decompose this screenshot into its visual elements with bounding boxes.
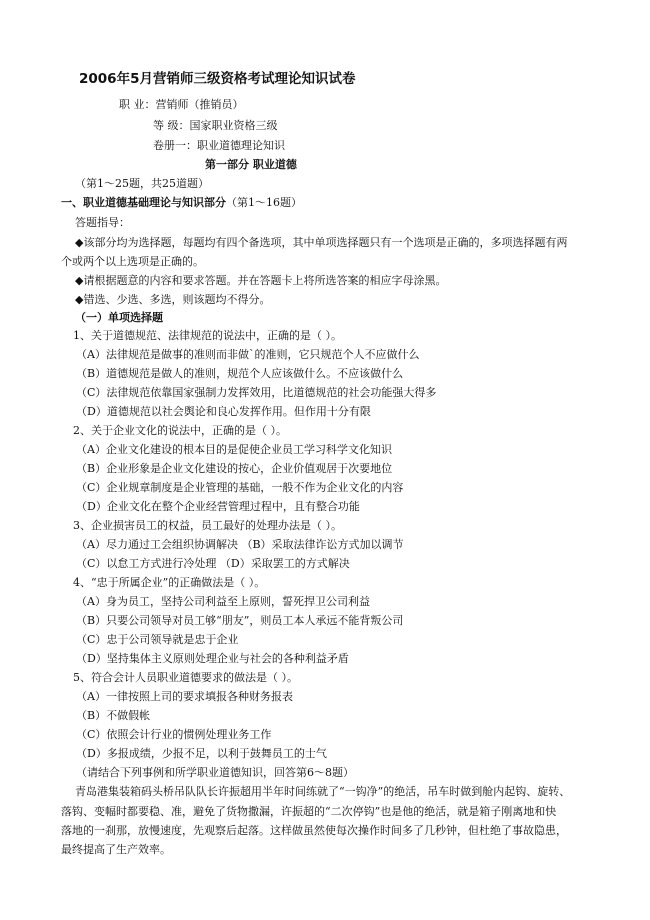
question-stem: 1、关于道德规范、法律规范的说法中，正确的是（ ）。 bbox=[73, 329, 342, 342]
guide-line-3: ◆错选、少选、多选，则该题均不得分。 bbox=[75, 293, 271, 306]
section-title-text: 一、职业道德基础理论与知识部分 bbox=[61, 196, 226, 209]
guide-label: 答题指导： bbox=[75, 216, 130, 229]
question-option: （A）身为员工，坚持公司利益至上原则，誓死捍卫公司利益 bbox=[76, 595, 370, 608]
question-stem: 4、“忠于所属企业”的正确做法是（ ）。 bbox=[73, 576, 266, 589]
question-option: （D）企业文化在整个企业经营管理过程中，且有整合功能 bbox=[76, 500, 360, 513]
question-option: （C）法律规范依靠国家强制力发挥效用，比道德规范的社会功能强大得多 bbox=[76, 386, 437, 399]
question-option: （C）企业规章制度是企业管理的基础，一般不作为企业文化的内容 bbox=[76, 481, 404, 494]
level-line: 等 级：国家职业资格三级 bbox=[153, 119, 278, 132]
question-option: （B）只要公司领导对员工够“朋友”，则员工本人承远不能背叛公司 bbox=[76, 614, 404, 627]
question-option: （C）忠于公司领导就是忠于企业 bbox=[76, 633, 239, 646]
question-stem: 5、符合会计人员职业道德要求的做法是（ ）。 bbox=[73, 671, 298, 684]
question-option: （A）法律规范是做事的准则而非做`的准则，它只规范个人不应做什么 bbox=[76, 348, 420, 361]
volume-line: 卷册一：职业道德理论知识 bbox=[153, 139, 285, 152]
question-option: （C）以怠工方式进行冷处理 （D）采取罢工的方式解决 bbox=[76, 557, 350, 570]
guide-line-1a: ◆该部分均为选择题，每题均有四个备选项，其中单项选择题只有一个选项是正确的，多项选择题有两 bbox=[75, 236, 568, 249]
guide-line-2: ◆请根据题意的内容和要求答题。并在答题卡上将所选答案的相应字母涂黑。 bbox=[75, 274, 447, 287]
case-paragraph-line: 落地的一刹那，放慢速度，先观察后起落。这样做虽然使每次操作时间多了几秒钟，但杜绝了事故隐患， bbox=[61, 824, 567, 837]
question-option: （A）尽力通过工会组织协调解决 （B）采取法律诈讼方式加以调节 bbox=[76, 538, 404, 551]
case-paragraph-line: 最终提高了生产效率。 bbox=[61, 843, 171, 856]
section-range: （第1～16题） bbox=[226, 196, 302, 209]
question-option: （D）坚持集体主义原则处理企业与社会的各种利益矛盾 bbox=[76, 652, 349, 665]
case-paragraph-line: 落钩、变幅时都要稳、准，避免了货物撒漏，许振超的“二次停钩”也是他的绝活，就是箱子刚离地和快 bbox=[61, 805, 557, 818]
part-heading: 第一部分 职业道德 bbox=[205, 158, 297, 171]
question-stem: 2、关于企业文化的说法中，正确的是（ ）。 bbox=[73, 424, 287, 437]
question-stem: 3、企业损害员工的权益，员工最好的处理办法是（ ）。 bbox=[73, 519, 342, 532]
single-choice-title: （一）单项选择题 bbox=[75, 311, 163, 324]
question-option: （B）道德规范是做人的准则，规范个人应该做什么。不应该做什么 bbox=[76, 367, 404, 380]
section-title bbox=[61, 196, 302, 210]
question-option: （D）多报成绩，少报不足，以利于鼓舞员工的士气 bbox=[76, 747, 327, 760]
question-option: （A）一律按照上司的要求填报各种财务报表 bbox=[76, 690, 293, 703]
question-option: （B）不做假帐 bbox=[76, 709, 151, 722]
case-intro: （请结合下列事例和所学职业道德知识，回答第6～8题） bbox=[76, 766, 354, 779]
part-range: （第1～25题，共25道题） bbox=[75, 177, 209, 190]
case-paragraph-line: 青岛港集装箱码头桥吊队队长许振超用半年时间练就了“一钩净”的绝活，吊车时做到舱内起钩、旋转、 bbox=[75, 785, 571, 798]
occupation-line: 职 业：营销师（推销员） bbox=[119, 98, 244, 111]
question-option: （A）企业文化建设的根本目的是促使企业员工学习科学文化知识 bbox=[76, 443, 392, 456]
question-option: （D）道德规范以社会舆论和良心发挥作用。但作用十分有限 bbox=[76, 405, 371, 418]
guide-line-1b: 个或两个以上选项是正确的。 bbox=[61, 255, 204, 268]
question-option: （C）依照会计行业的惯例处理业务工作 bbox=[76, 728, 272, 741]
document-title: 2006年5月营销师三级资格考试理论知识试卷 bbox=[79, 71, 356, 87]
question-option: （B）企业形象是企业文化建设的按心，企业价值观居于次要地位 bbox=[76, 462, 393, 475]
